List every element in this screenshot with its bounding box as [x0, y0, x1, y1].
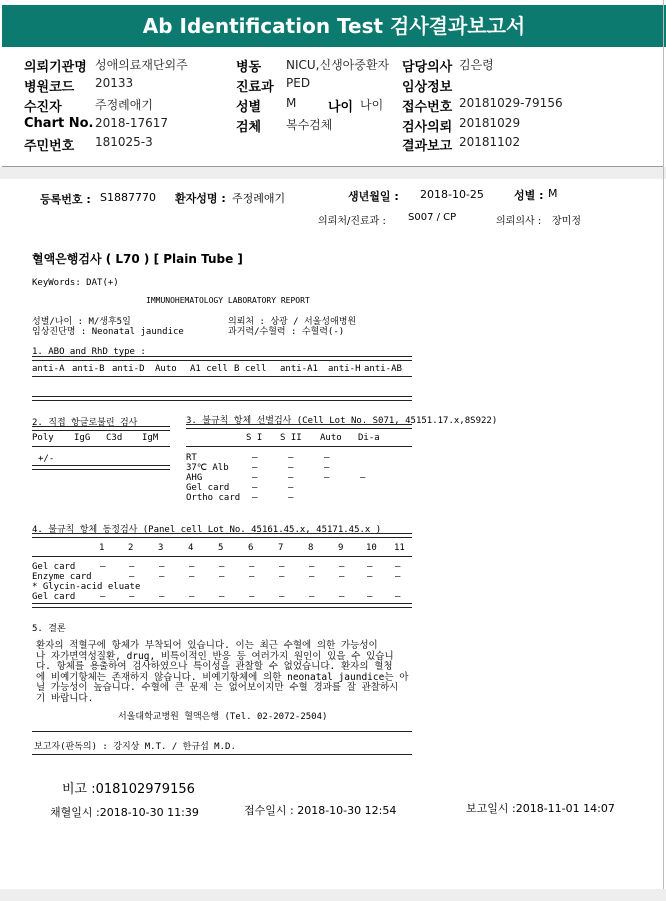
panel-cell: – [279, 562, 285, 572]
rule [32, 356, 412, 361]
page-edge [663, 0, 664, 901]
info-label-2: 병원코드 [24, 80, 75, 95]
doctor-value: 장미정 [552, 216, 581, 227]
panel-cell: – [309, 592, 315, 602]
screen-cell: – [324, 473, 330, 483]
panel-row-label: Enzyme card [32, 572, 92, 582]
sexage: 성별/나이 : M/생후5일 [32, 317, 131, 327]
panel-cell: – [129, 562, 135, 572]
info-label-b4: 검체 [236, 120, 262, 135]
diagnosis: 임상진단명 : Neonatal jaundice [32, 327, 184, 337]
sex-value: M [548, 187, 558, 200]
rule [32, 446, 170, 447]
panel-cell: – [219, 592, 225, 602]
reporter: 보고자(판독의) : 강지상 M.T. / 한규섭 M.D. [34, 742, 236, 752]
info-label-1: 의뢰기관명 [24, 60, 87, 75]
panel-cell: – [367, 572, 373, 582]
screen-cell: – [252, 483, 258, 493]
screen-cell: – [288, 463, 294, 473]
dob-label: 생년월일 : [348, 190, 399, 203]
screen-cell: – [288, 493, 294, 503]
panel-cell: – [159, 592, 165, 602]
receive-time: 접수일시 : 2018-10-30 12:54 [244, 804, 397, 817]
panel-cell: – [249, 592, 255, 602]
report-time: 보고일시 :2018-11-01 14:07 [466, 802, 615, 815]
panel-header: 10 [366, 543, 377, 553]
info-label-c4: 검사의뢰 [402, 120, 453, 135]
conclusion-line: 에 비예기항체는 존재하지 않습니다. 비예기항체에 의한 neonatal jaundice는 아 [36, 671, 409, 683]
age-label: 나이 [328, 100, 354, 115]
panel-header: 5 [218, 543, 224, 553]
rule [32, 533, 412, 538]
rule [32, 465, 170, 470]
panel-row-label: Gel card [32, 592, 76, 602]
screen-row-label: 37℃ Alb [186, 463, 229, 473]
doctor-label: 의뢰의사 : [496, 216, 542, 227]
reg-value: S1887770 [100, 191, 156, 204]
panel-cell: – [159, 562, 165, 572]
panel-cell: – [189, 592, 195, 602]
panel-cell: – [100, 592, 106, 602]
info-value-2: 20133 [95, 76, 134, 90]
panel-header: 8 [308, 543, 314, 553]
dept-value: S007 / CP [408, 212, 457, 223]
screen-cell: – [252, 463, 258, 473]
s4-title: 4. 불규칙 항체 동정검사 (Panel cell Lot No. 45161.45.x, 45171.45.x ) [32, 525, 382, 535]
conclusion-line: 나 자가면역성질환, drug, 비특이적인 반응 등 여러가지 원인이 있을 수 있습니 [36, 650, 394, 662]
panel-cell: – [100, 562, 106, 572]
panel-cell: – [219, 562, 225, 572]
abo-header: anti-A1 [280, 364, 318, 374]
info-value-5: 181025-3 [95, 135, 153, 149]
screen-cell: – [288, 473, 294, 483]
panel-header: 4 [188, 543, 194, 553]
rule [32, 556, 412, 557]
info-label-b1: 병동 [236, 60, 262, 75]
panel-header: 1 [99, 543, 105, 553]
abo-header: anti-A [32, 364, 65, 374]
abo-header: A1 cell [190, 364, 228, 374]
abo-header: anti-AB [364, 364, 402, 374]
info-value-3: 주정례애기 [95, 98, 153, 112]
info-label-4: Chart No. [24, 116, 94, 131]
s1-title: 1. ABO and RhD type : [32, 347, 146, 357]
info-value-c3: 20181029-79156 [459, 96, 563, 110]
history: 과거력/수혈력 : 수혈력(-) [228, 327, 345, 337]
keywords: KeyWords: DAT(+) [32, 278, 119, 288]
dob-value: 2018-10-25 [420, 188, 484, 201]
dat-value: +/- [38, 454, 55, 464]
screen-cell: – [288, 453, 294, 463]
collect-time: 채혈일시 :2018-10-30 11:39 [50, 806, 199, 819]
conclusion-line: 환자의 적혈구에 항체가 부착되어 있습니다. 이는 최근 수혈에 의한 가능성이 [36, 640, 378, 651]
reg-label: 등록번호 : [40, 193, 91, 206]
info-value-b3: M [286, 96, 297, 110]
panel-cell: – [189, 572, 195, 582]
doc-title: IMMUNOHEMATOLOGY LABORATORY REPORT [146, 296, 310, 305]
referral: 의뢰처 : 상광 / 서울성애병원 [228, 317, 357, 327]
info-value-c5: 20181102 [459, 135, 521, 149]
info-label-5: 주민번호 [24, 139, 75, 154]
panel-cell: – [339, 592, 345, 602]
screen-cell: – [252, 453, 258, 463]
rule [32, 603, 412, 608]
rule [32, 426, 170, 431]
rule [32, 376, 412, 377]
age-value: 나이 [360, 98, 384, 112]
panel-cell: – [339, 572, 345, 582]
screen-header: S I [246, 433, 263, 443]
panel-header: 2 [128, 543, 134, 553]
screen-cell: – [252, 493, 258, 503]
panel-header: 3 [158, 543, 164, 553]
panel-header: 9 [338, 543, 344, 553]
panel-cell: – [129, 572, 135, 582]
panel-cell: – [249, 572, 255, 582]
blood-bank: 서울대학교병원 혈액은행 (Tel. 02-2072-2504) [118, 712, 328, 722]
panel-cell: – [395, 572, 401, 582]
info-value-1: 성애의료재단외주 [95, 58, 188, 72]
info-value-4: 2018-17617 [95, 116, 169, 130]
name-value: 주정례애기 [232, 192, 286, 205]
separator [0, 167, 666, 179]
panel-cell: – [367, 592, 373, 602]
screen-row-label: Ortho card [186, 493, 241, 503]
info-value-c4: 20181029 [459, 116, 521, 130]
rule [32, 731, 412, 732]
dat-header: IgG [74, 433, 91, 443]
info-label-c2: 임상정보 [402, 80, 453, 95]
info-label-3: 수진자 [24, 100, 62, 115]
panel-cell: – [367, 562, 373, 572]
conclusion-line: 닐 가능성이 높습니다. 수혈에 큰 문제 는 없어보이지만 수혈 경과를 잘 관찰하시 [36, 682, 399, 693]
panel-row-label: Gel card [32, 562, 76, 572]
s5-title: 5. 결론 [32, 624, 66, 634]
screen-row-label: Gel card [186, 483, 230, 493]
panel-cell: – [279, 572, 285, 582]
screen-header: S II [280, 433, 302, 443]
info-label-b3: 성별 [236, 100, 262, 115]
abo-header: B cell [234, 364, 267, 374]
separator [0, 889, 666, 901]
panel-cell: – [279, 592, 285, 602]
dat-header: Poly [32, 433, 54, 443]
sex-label: 성별 : [514, 189, 544, 202]
s3-title: 3. 불규칙 항체 선별검사 (Cell Lot No. S071, 45151.17.x,8S922) [186, 416, 498, 426]
screen-row-label: RT [186, 453, 197, 463]
panel-header: 11 [394, 543, 405, 553]
screen-cell: – [324, 463, 330, 473]
screen-cell: – [324, 453, 330, 463]
info-value-c1: 김은령 [459, 58, 494, 72]
screen-header: Auto [320, 433, 342, 443]
rule [186, 424, 412, 429]
panel-cell: – [189, 562, 195, 572]
info-label-c3: 접수번호 [402, 100, 453, 115]
info-value-b1: NICU,신생아중환자 [286, 58, 390, 72]
dept-label: 의뢰처/진료과 : [318, 216, 386, 227]
conclusion-line: 다. 항체를 용출하여 검사하였으나 특이성을 관찰할 수 없었습니다. 환자의 혈청 [36, 661, 393, 672]
abo-header: anti-B [72, 364, 105, 374]
panel-cell: – [339, 562, 345, 572]
dat-header: C3d [106, 433, 123, 443]
panel-cell: – [129, 592, 135, 602]
info-label-b2: 진료과 [236, 80, 274, 95]
panel-cell: – [395, 562, 401, 572]
s2-title: 2. 직접 항글로불린 검사 [32, 418, 138, 428]
name-label: 환자성명 : [175, 192, 226, 205]
report-title: Ab Identification Test 검사결과보고서 [2, 5, 666, 47]
abo-header: anti-H [328, 364, 361, 374]
note: 비고 :018102979156 [62, 782, 195, 797]
screen-cell: – [360, 473, 366, 483]
info-value-b2: PED [286, 76, 311, 90]
screen-cell: – [288, 483, 294, 493]
screen-header: Di-a [358, 433, 380, 443]
screen-cell: – [252, 473, 258, 483]
rule [32, 754, 412, 755]
rule [186, 446, 412, 447]
dat-header: IgM [142, 433, 159, 443]
conclusion-line: 기 바랍니다. [36, 692, 94, 704]
panel-cell: – [309, 562, 315, 572]
panel-cell: – [219, 572, 225, 582]
section-title: 혈액은행검사 ( L70 ) [ Plain Tube ] [32, 252, 243, 266]
panel-cell: – [249, 562, 255, 572]
rule [32, 396, 412, 401]
panel-cell: – [309, 572, 315, 582]
panel-cell: – [159, 572, 165, 582]
info-label-c5: 결과보고 [402, 139, 453, 154]
abo-header: anti-D [112, 364, 145, 374]
abo-header: Auto [155, 364, 177, 374]
panel-row-label: * Glycin-acid eluate [32, 582, 141, 592]
panel-header: 6 [248, 543, 254, 553]
info-value-b4: 복수검체 [286, 118, 333, 132]
panel-cell: – [395, 592, 401, 602]
screen-row-label: AHG [186, 473, 203, 483]
info-label-c1: 담당의사 [402, 60, 453, 75]
panel-header: 7 [278, 543, 284, 553]
